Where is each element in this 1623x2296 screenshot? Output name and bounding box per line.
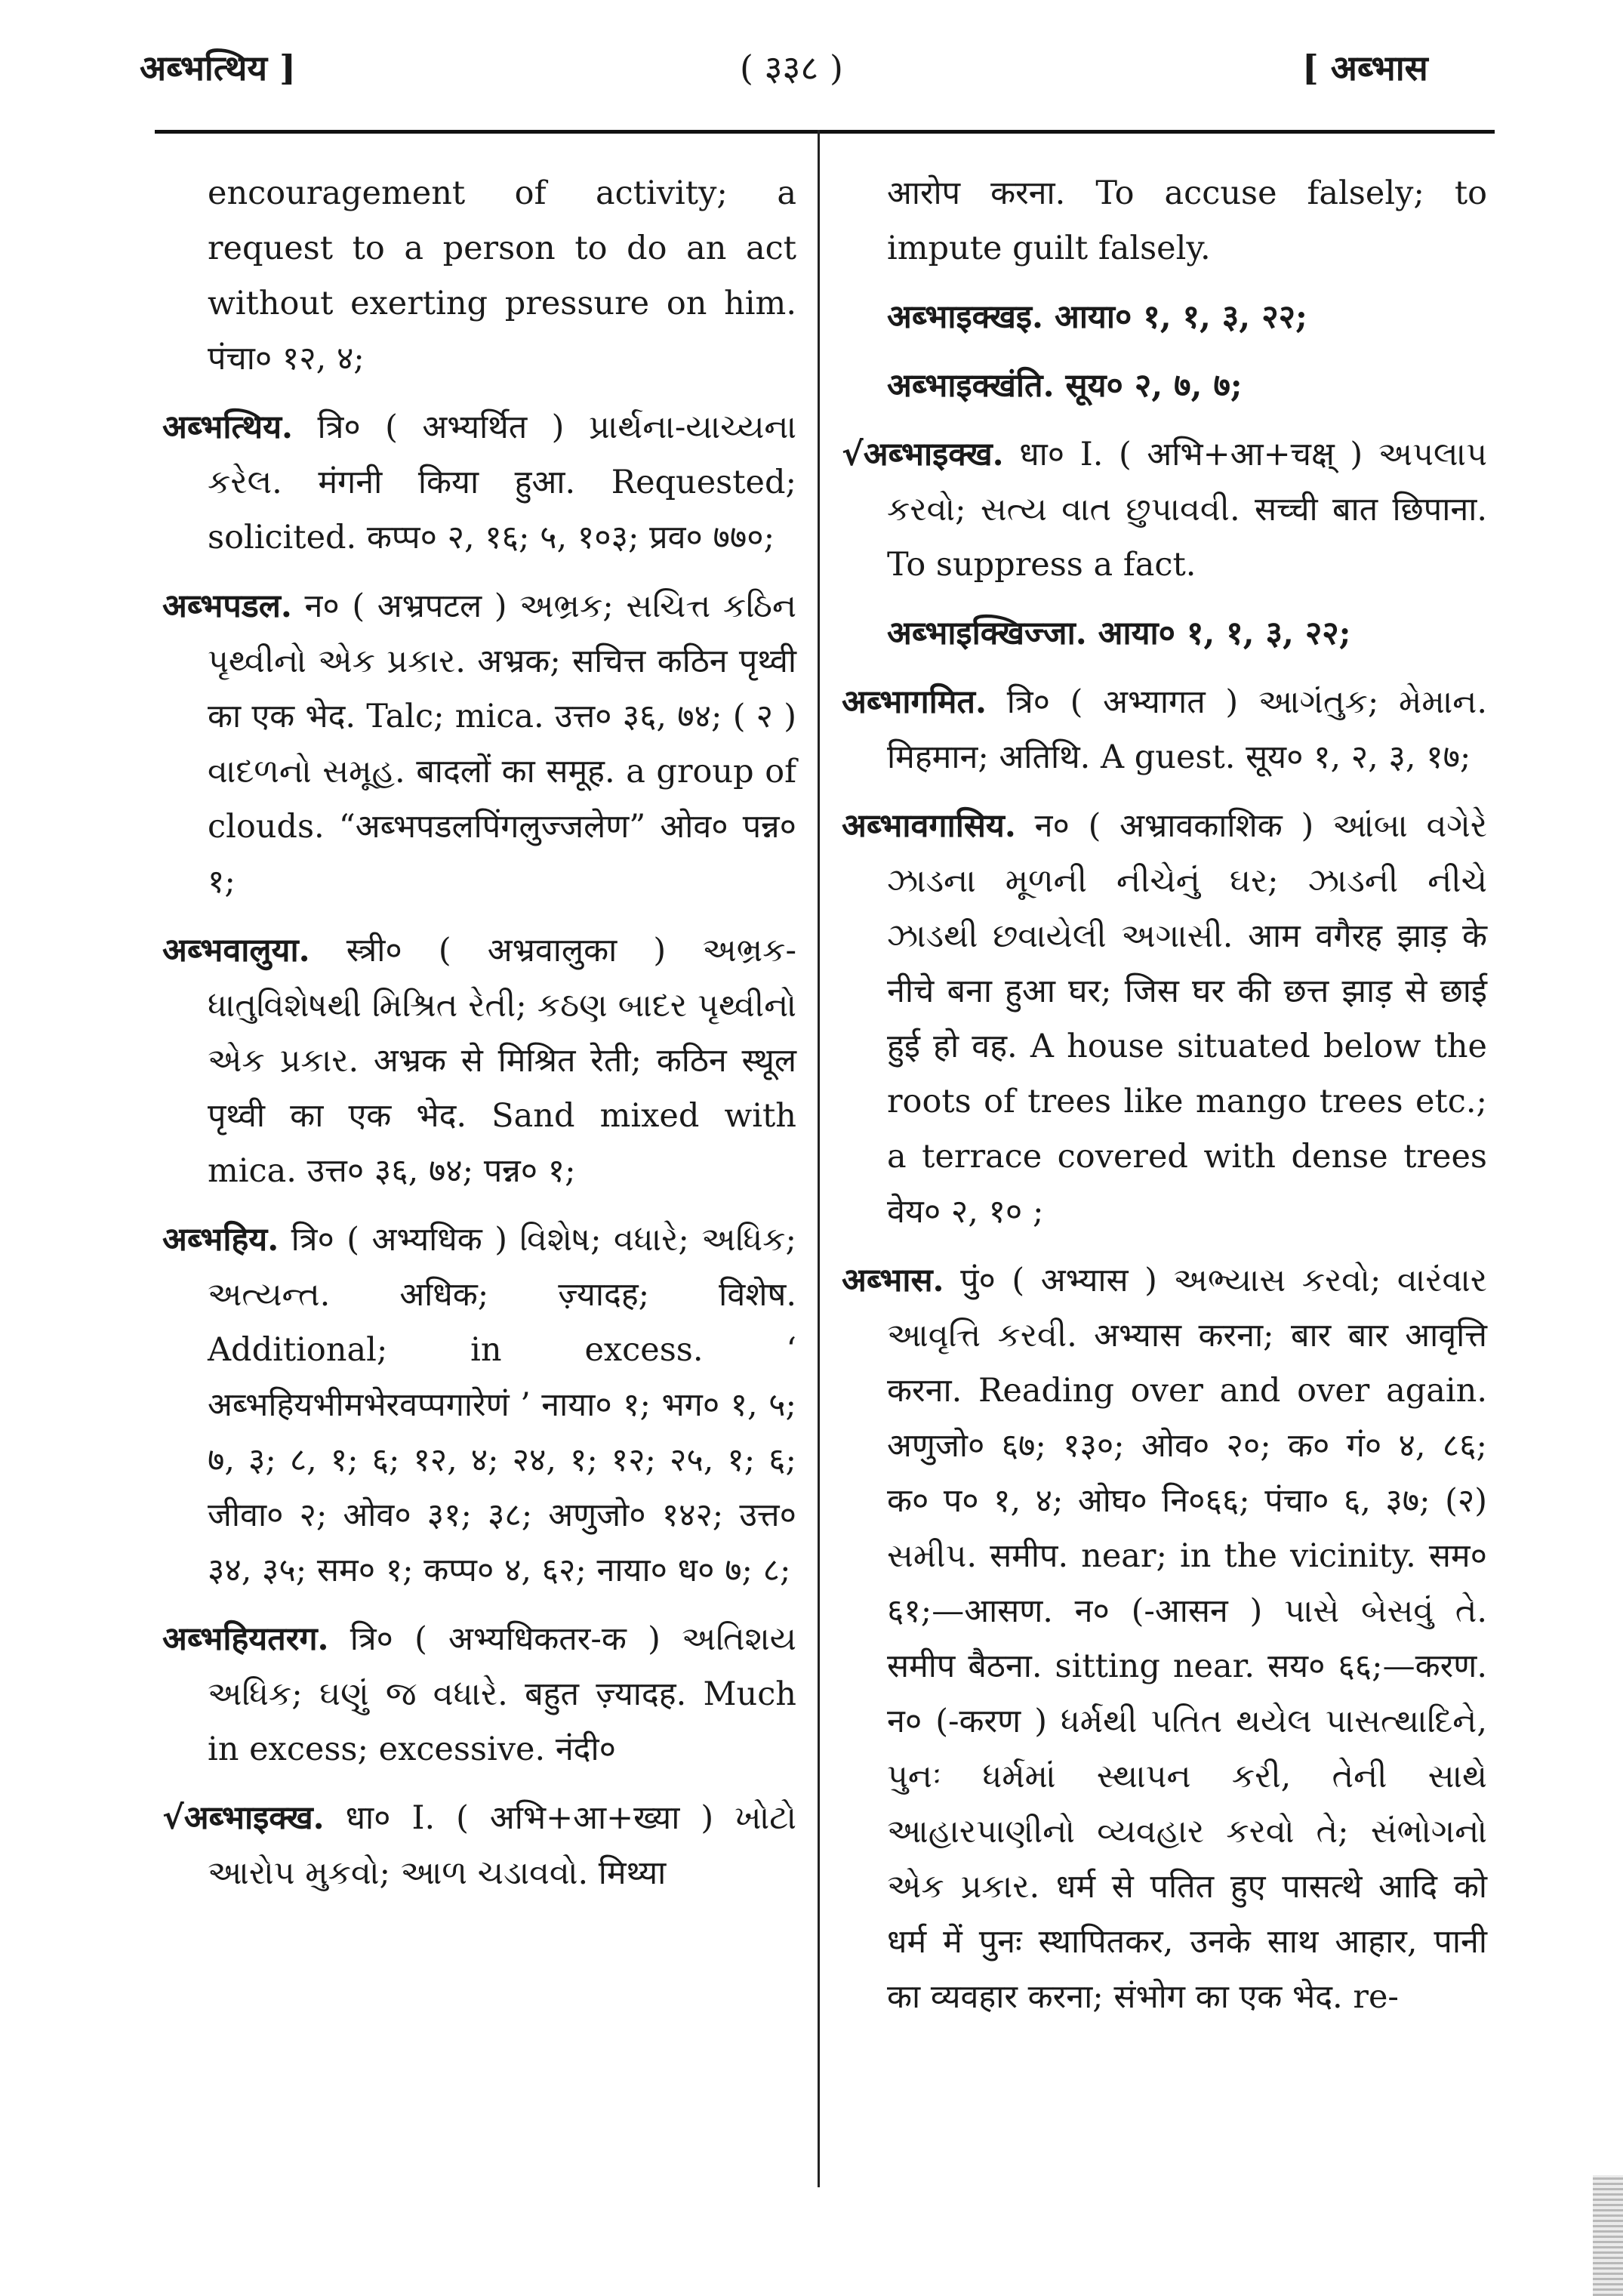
entry-text: न० ( अभ्रावकाशिक ) આંબા વગેરે ઝાડના મૂળની નીચેનું ઘર; ઝાડની નીચે ઝાડથી છવાયેલી અગાસી. आम वगैरह झाड़ के नीचे बना हुआ घर; जिस घर की छत्त झाड़ से छाई हुई हो वह. A house situated below the roots of trees like mango trees etc.; a terrace covered with dense trees वेय० २, १० ;: [887, 807, 1488, 1231]
dictionary-entry: [162, 1612, 796, 1777]
entry-text: आरोप करना. To accuse falsely; to impute guilt falsely.: [887, 174, 1487, 267]
entry-headword: अब्भवालुया.: [162, 932, 310, 969]
dictionary-entry: [842, 675, 1487, 785]
entry-text: पुं० ( अभ्यास ) અભ્યાસ કરવો; વારંવાર આવૃત્તિ કરવી. अभ्यास करना; बार बार आवृत्ति करना. Reading over and over again. अणुजो० ६७; १३०; ओव० २०; क० गं० ४, ८६; क० प० १, ४; ओघ० नि०६६; पंचा० ६, ३७; (२) સમીપ. समीप. near; in the vicinity. सम० ६१;—आसण. न० (-आसन ) પાસે બેસવું તે. समीप बैठना. sitting near. सय० ६६;—करण. न० (-करण ) ધર્મથી પતિત થયેલ પાસત્થાદિને, પુનઃ ધર્મમાં સ્થાપન કરી, તેની સાથે આહારપાણીનો વ્યવહાર કરવો તે; સંભોગનો એક પ્રકાર. धर्म से पतित हुए पासत्थे आदि को धर्म में पुनः स्थापितकर, उनके साथ आहार, पानी का व्यवहार करना; संभोग का एक भेद. re-: [887, 1262, 1488, 2016]
entry-headword: अब्भाइक्ख.: [863, 436, 1004, 473]
entry-headword: अब्भत्थिय.: [162, 408, 293, 446]
entry-text: त्रि० ( अभ्यागत ) આગંતુક; મેમાન. मिहमान; अतिथि. A guest. सूय० १, २, ३, १७;: [887, 683, 1488, 776]
dictionary-entry: [842, 166, 1487, 276]
entry-text: अब्भाइक्खंति. सूय० २, ७, ७;: [887, 367, 1243, 405]
dictionary-entry: [842, 427, 1487, 593]
dictionary-entry: [162, 1791, 796, 1901]
entry-headword: अब्भहियतरग.: [162, 1620, 329, 1658]
entry-text: स्त्री० ( अभ्रवालुका ) અભ્રક-ધાતુવિશેષથી મિશ્રિત રેતી; કઠણ બાદર પૃથ્વીનો એક પ્રકાર. अभ्रक से मिश्रित रेती; कठिन स्थूल पृथ्वी का एक भेद. Sand mixed with mica. उत्त० ३६, ७४; पन्न० १;: [208, 932, 797, 1190]
dictionary-entry: [842, 359, 1487, 414]
dictionary-entry: [842, 606, 1487, 661]
entry-headword: अब्भावगासिय.: [842, 807, 1016, 845]
dictionary-entry: [162, 1213, 796, 1598]
entry-text: धा० I. ( अभि+आ+ख्या ) ખોટો આરોપ મુકવો; આળ ચડાવવો. मिथ्या: [208, 1799, 796, 1892]
entry-headword: अब्भागमित.: [842, 683, 987, 721]
entry-headword: अब्भास.: [842, 1262, 944, 1299]
running-head-right: [ अब्भास: [1302, 48, 1428, 88]
checkmark-icon: √: [842, 436, 864, 473]
entry-headword: अब्भपडल.: [162, 587, 292, 625]
right-column: [842, 166, 1487, 2039]
left-column: [162, 166, 796, 1915]
entry-text: त्रि० ( अभ्यर्थित ) પ્રાર્થના-યાચ્યના કરેલ. मंगनी किया हुआ. Requested; solicited. कप्प० २, १६; ५, १०३; प्रव० ७७०;: [208, 408, 797, 556]
entry-text: त्रि० ( अभ्यधिकतर-क ) અતિશય અધિક; ઘણું જ વધારે. बहुत ज़्यादह. Much in excess; excessive. नंदी०: [208, 1620, 797, 1768]
dictionary-entry: [842, 290, 1487, 345]
header-rule: [155, 130, 1495, 134]
dictionary-entry: [162, 579, 796, 910]
dictionary-entry: [842, 799, 1487, 1240]
entry-text: अब्भाइक्खइ. आया० १, १, ३, २२;: [887, 298, 1307, 336]
dictionary-entry: [162, 400, 796, 566]
dictionary-entry: [162, 923, 796, 1199]
entry-text: धा० I. ( अभि+आ+चक्ष् ) અપલાપ કરવો; સત્ય વાત છુપાવવી. सच्ची बात छिपाना. To suppress a fact.: [887, 436, 1488, 584]
page-edge-artifact: [1593, 2175, 1623, 2296]
page-number: ( ३३८ ): [740, 48, 843, 88]
column-divider: [818, 130, 820, 2187]
entry-headword: अब्भाइक्ख.: [183, 1799, 325, 1837]
entry-text: त्रि० ( अभ्यधिक ) વિશેષ; વધારે; અધિક; અત્યન્ત. अधिक; ज़्यादह; विशेष. Additional; in excess. ‘ अब्भहियभीमभेरवप्पगारेणं ’ नाया० १; भग० १, ५; ७, ३; ८, १; ६; १२, ४; २४, १; १२; २५, १; ६; जीवा० २; ओव० ३१; ३८; अणुजो० १४२; उत्त० ३४, ३५; सम० १; कप्प० ४, ६२; नाया० ध० ७; ८;: [208, 1221, 796, 1589]
running-head-left: अब्भत्थिय ]: [140, 48, 296, 88]
page-header: [0, 0, 1623, 121]
entry-text: न० ( अभ्रपटल ) અભ્રક; સચિત્ત કઠિન પૃથ્વીનો એક પ્રકાર. अभ्रक; सचित्त कठिन पृथ्वी का एक भेद. Talc; mica. उत्त० ३६, ७४; ( २ ) વાદળનો સમૂહ. बादलों का समूह. a group of clouds. “अब्भपडलपिंगलुज्जलेण” ओव० पन्न० १;: [208, 587, 796, 901]
dictionary-entry: [842, 1253, 1487, 2025]
dictionary-entry: [162, 166, 796, 387]
entry-text: encouragement of activity; a request to a person to do an act without exerting pressure on him. पंचा० १२, ४;: [208, 174, 796, 378]
entry-text: अब्भाइक्खिज्जा. आया० १, १, ३, २२;: [887, 615, 1351, 652]
checkmark-icon: √: [162, 1799, 184, 1837]
entry-headword: अब्भहिय.: [162, 1221, 279, 1259]
